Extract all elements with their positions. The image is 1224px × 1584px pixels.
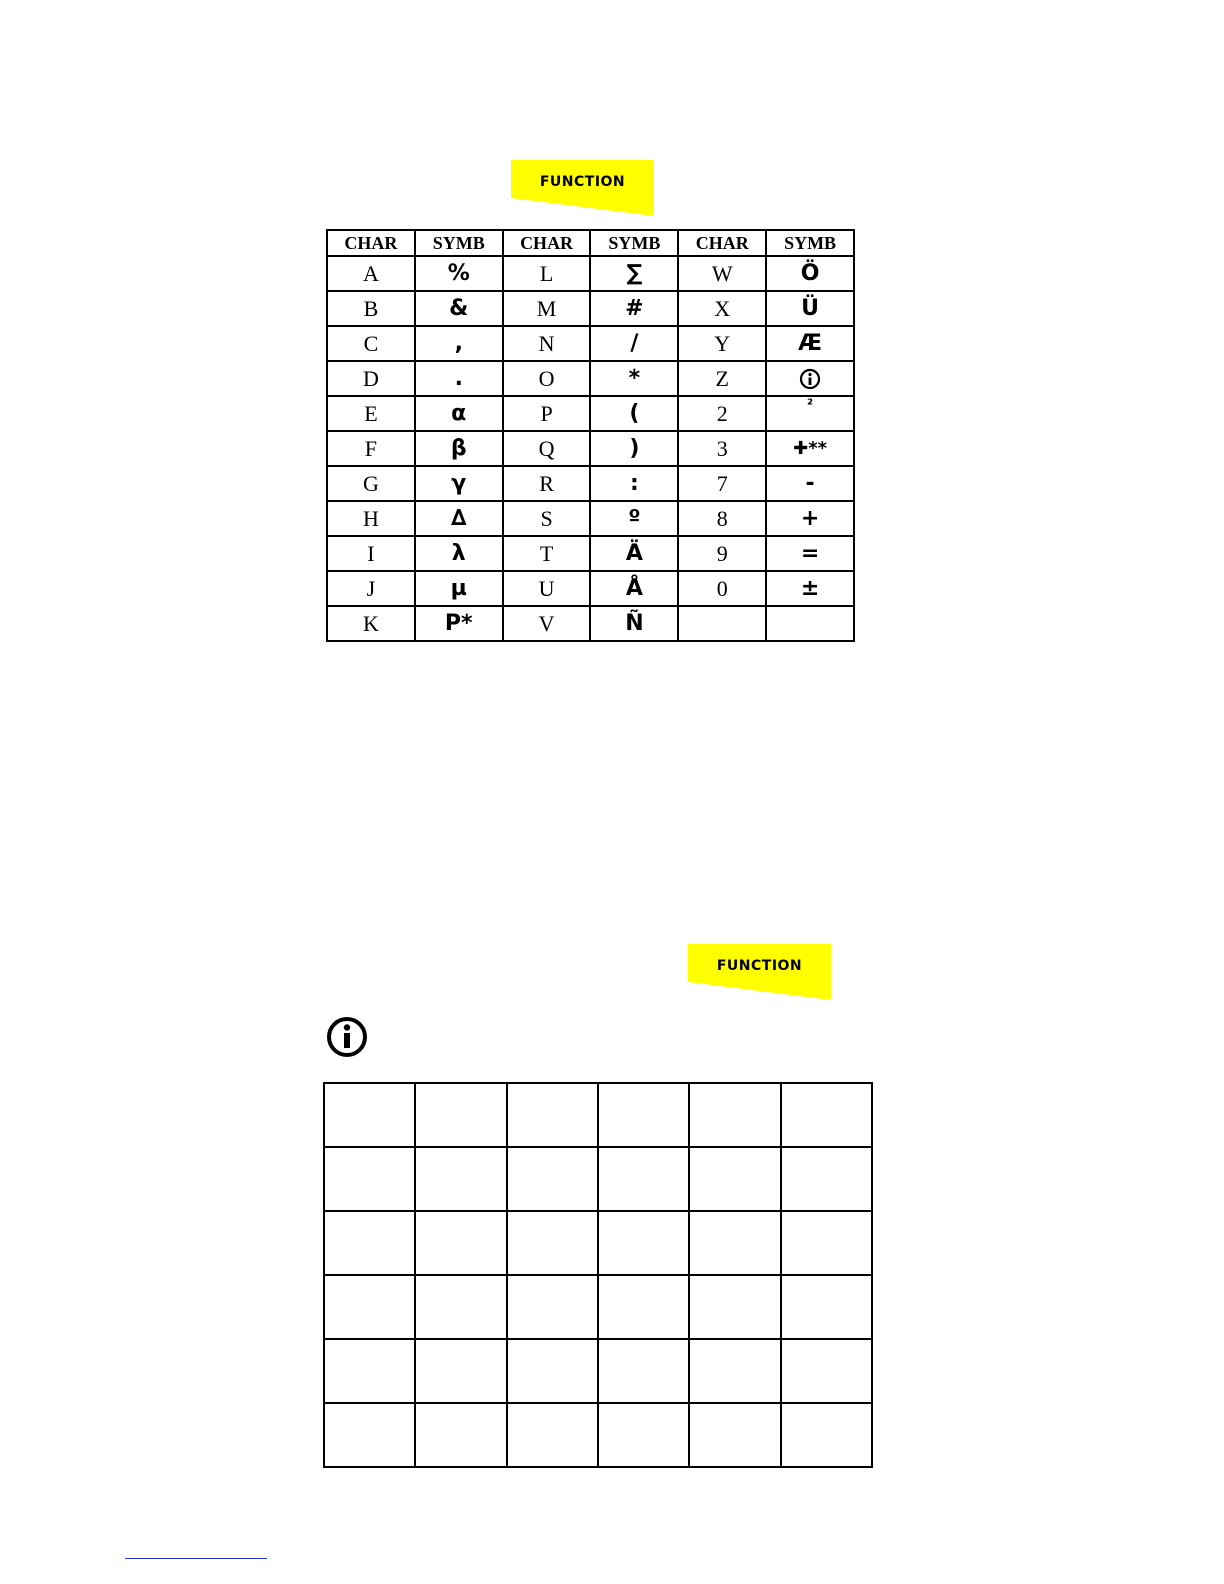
- grid-cell: [781, 1403, 872, 1467]
- grid-row: [324, 1147, 872, 1211]
- char-cell: P: [503, 396, 591, 431]
- symbol-cell: ∆: [415, 501, 503, 536]
- grid-cell: [598, 1211, 689, 1275]
- symbol-cell: Ü: [766, 291, 854, 326]
- char-cell: R: [503, 466, 591, 501]
- grid-cell: [507, 1339, 598, 1403]
- symbol-cell: Æ: [766, 326, 854, 361]
- symbol-cell: Ö: [766, 256, 854, 291]
- table-row: [327, 291, 854, 326]
- grid-cell: [507, 1211, 598, 1275]
- char-cell: 7: [678, 466, 766, 501]
- char-cell: E: [327, 396, 415, 431]
- grid-cell: [415, 1275, 506, 1339]
- header-cell: CHAR: [327, 230, 415, 256]
- function-key-label: [511, 160, 654, 216]
- table-row: [327, 256, 854, 291]
- info-icon: [799, 368, 821, 390]
- grid-cell: [598, 1275, 689, 1339]
- grid-cell: [415, 1339, 506, 1403]
- char-cell: M: [503, 291, 591, 326]
- char-cell: U: [503, 571, 591, 606]
- grid-cell: [507, 1083, 598, 1147]
- header-cell: SYMB: [415, 230, 503, 256]
- char-cell: W: [678, 256, 766, 291]
- symbol-cell: %: [415, 256, 503, 291]
- grid-cell: [324, 1083, 415, 1147]
- grid-cell: [507, 1147, 598, 1211]
- symbol-cell: +: [766, 501, 854, 536]
- symbol-cell: α: [415, 396, 503, 431]
- info-symbol-cell: [766, 361, 854, 396]
- function-key-label: [688, 944, 831, 1000]
- char-cell: 0: [678, 571, 766, 606]
- grid-cell: [781, 1147, 872, 1211]
- grid-cell: [598, 1339, 689, 1403]
- grid-cell: [781, 1275, 872, 1339]
- grid-cell: [689, 1275, 780, 1339]
- symbol-cell: Ä: [590, 536, 678, 571]
- table-row: [327, 606, 854, 641]
- char-cell: A: [327, 256, 415, 291]
- table-row: [327, 361, 854, 396]
- char-cell: V: [503, 606, 591, 641]
- table-row: [327, 536, 854, 571]
- symbol-cell: :: [590, 466, 678, 501]
- symbol-cell: &: [415, 291, 503, 326]
- char-cell: I: [327, 536, 415, 571]
- char-cell: 2: [678, 396, 766, 431]
- grid-cell: [689, 1403, 780, 1467]
- char-cell: 3: [678, 431, 766, 466]
- symbol-table: [326, 229, 855, 642]
- grid-cell: [324, 1147, 415, 1211]
- symbol-table-header-row: [327, 230, 854, 256]
- grid-row: [324, 1275, 872, 1339]
- char-cell: 8: [678, 501, 766, 536]
- symbol-cell: /: [590, 326, 678, 361]
- char-cell: H: [327, 501, 415, 536]
- char-cell: Z: [678, 361, 766, 396]
- grid-cell: [415, 1083, 506, 1147]
- char-cell: C: [327, 326, 415, 361]
- empty-grid: [323, 1082, 873, 1468]
- grid-row: [324, 1083, 872, 1147]
- symbol-cell: [766, 606, 854, 641]
- symbol-cell: ,: [415, 326, 503, 361]
- symbol-cell: -: [766, 466, 854, 501]
- header-cell: SYMB: [590, 230, 678, 256]
- symbol-cell: #: [590, 291, 678, 326]
- grid-cell: [781, 1211, 872, 1275]
- grid-cell: [415, 1211, 506, 1275]
- table-row: [327, 326, 854, 361]
- grid-cell: [781, 1083, 872, 1147]
- symbol-cell: (: [590, 396, 678, 431]
- grid-cell: [324, 1211, 415, 1275]
- table-row: [327, 431, 854, 466]
- char-cell: F: [327, 431, 415, 466]
- symbol-cell: ): [590, 431, 678, 466]
- table-row: [327, 501, 854, 536]
- grid-cell: [689, 1211, 780, 1275]
- symbol-cell: β: [415, 431, 503, 466]
- char-cell: N: [503, 326, 591, 361]
- grid-cell: [324, 1403, 415, 1467]
- function-key-text: FUNCTION: [539, 174, 626, 190]
- header-cell: CHAR: [503, 230, 591, 256]
- symbol-cell: P*: [415, 606, 503, 641]
- symbol-cell: Ñ: [590, 606, 678, 641]
- footnote-divider: [125, 1558, 267, 1559]
- symbol-cell: ±: [766, 571, 854, 606]
- char-cell: S: [503, 501, 591, 536]
- symbol-cell: º: [590, 501, 678, 536]
- symbol-cell: Å: [590, 571, 678, 606]
- symbol-cell: ∑: [590, 256, 678, 291]
- function-key-text: FUNCTION: [716, 958, 803, 974]
- char-cell: X: [678, 291, 766, 326]
- grid-cell: [598, 1147, 689, 1211]
- symbol-cell: λ: [415, 536, 503, 571]
- grid-cell: [689, 1083, 780, 1147]
- char-cell: G: [327, 466, 415, 501]
- symbol-cell: γ: [415, 466, 503, 501]
- grid-cell: [598, 1083, 689, 1147]
- symbol-cell: *: [590, 361, 678, 396]
- char-cell: Y: [678, 326, 766, 361]
- info-icon: [326, 1016, 368, 1058]
- grid-cell: [781, 1339, 872, 1403]
- table-row: [327, 466, 854, 501]
- grid-cell: [598, 1403, 689, 1467]
- char-cell: 9: [678, 536, 766, 571]
- grid-cell: [689, 1339, 780, 1403]
- char-cell: O: [503, 361, 591, 396]
- grid-cell: [324, 1339, 415, 1403]
- grid-cell: [507, 1403, 598, 1467]
- grid-row: [324, 1211, 872, 1275]
- grid-cell: [507, 1275, 598, 1339]
- char-cell: K: [327, 606, 415, 641]
- symbol-cell: =: [766, 536, 854, 571]
- grid-cell: [689, 1147, 780, 1211]
- grid-row: [324, 1403, 872, 1467]
- symbol-cell: ✚**: [766, 431, 854, 466]
- grid-cell: [415, 1403, 506, 1467]
- char-cell: L: [503, 256, 591, 291]
- symbol-cell: µ: [415, 571, 503, 606]
- grid-cell: [415, 1147, 506, 1211]
- char-cell: B: [327, 291, 415, 326]
- char-cell: T: [503, 536, 591, 571]
- symbol-cell: .: [415, 361, 503, 396]
- table-row: [327, 396, 854, 431]
- header-cell: CHAR: [678, 230, 766, 256]
- grid-cell: [324, 1275, 415, 1339]
- table-row: [327, 571, 854, 606]
- char-cell: J: [327, 571, 415, 606]
- char-cell: [678, 606, 766, 641]
- char-cell: Q: [503, 431, 591, 466]
- header-cell: SYMB: [766, 230, 854, 256]
- symbol-cell: ²: [766, 396, 854, 431]
- char-cell: D: [327, 361, 415, 396]
- grid-row: [324, 1339, 872, 1403]
